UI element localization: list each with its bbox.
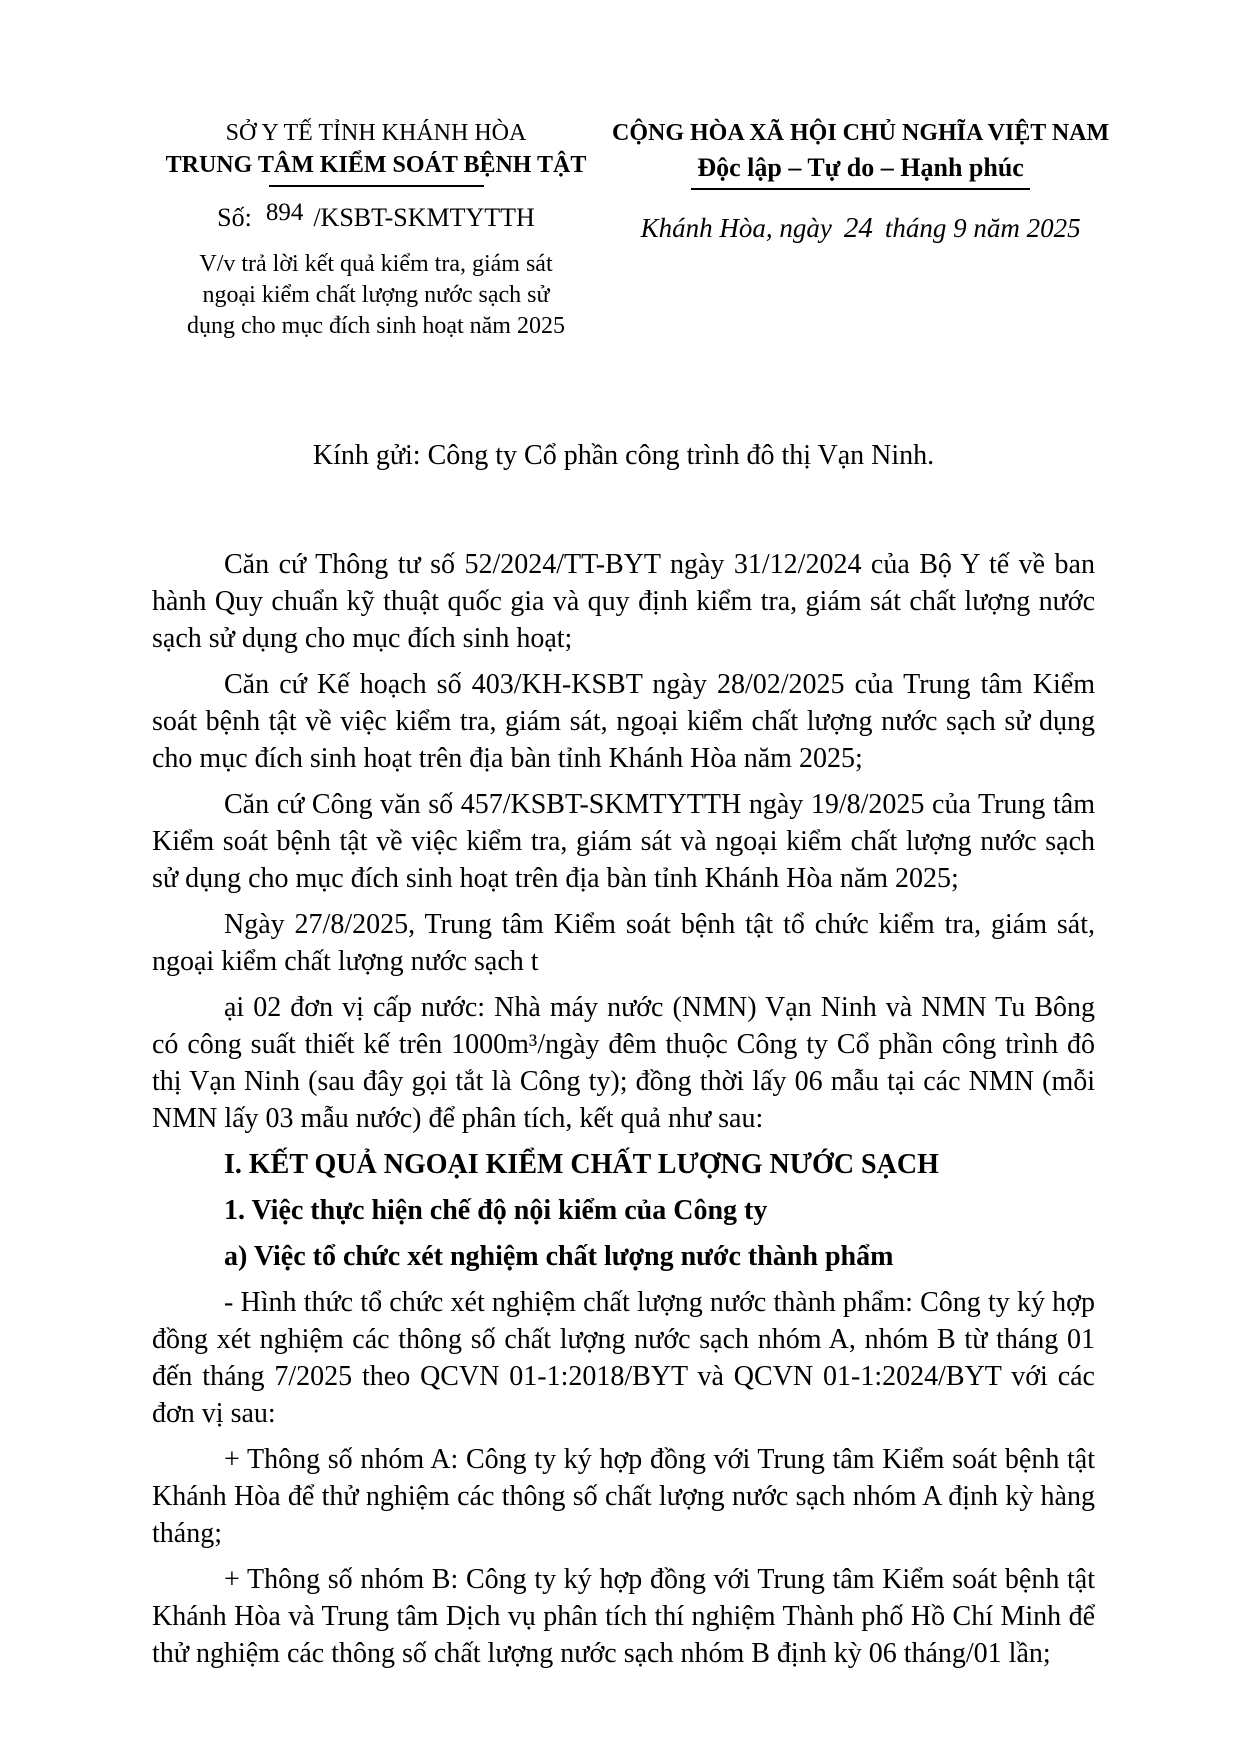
paragraph-can-cu-thong-tu: Căn cứ Thông tư số 52/2024/TT-BYT ngày 31/12/2024 của Bộ Y tế về ban hành Quy chuẩn kỹ thuật quốc gia và quy định kiểm tra, giám sát chất lượng nước sạch sử dụng cho mục đích sinh hoạt; [152,549,1095,654]
national-motto: Độc lập – Tự do – Hạnh phúc [691,152,1030,190]
paragraph-thong-so-nhom-b: + Thông số nhóm B: Công ty ký hợp đồng với Trung tâm Kiểm soát bệnh tật Khánh Hòa và Trung tâm Dịch vụ phân tích thí nghiệm Thành phố Hồ Chí Minh để thử nghiệm các thông số chất lượng nước sạch nhóm B định kỳ 06 tháng/01 lần; [152,1564,1095,1669]
doc-number-value: 894 [265,199,304,226]
document-header [152,118,1110,342]
paragraph-hinh-thuc-xet-nghiem: - Hình thức tổ chức xét nghiệm chất lượng nước thành phẩm: Công ty ký hợp đồng xét nghiệm các thông số chất lượng nước sạch nhóm A, nhóm B từ tháng 01 đến tháng 7/2025 theo QCVN 01-1:2018/BYT và QCVN 01-1:2024/BYT với các đơn vị sau: [152,1287,1095,1429]
national-header-block [600,118,1109,245]
national-motto-wrap [612,152,1109,190]
date-line [612,212,1109,245]
doc-subject-line: ngoại kiểm chất lượng nước sạch sử [202,282,550,308]
paragraph-thong-so-nhom-a: + Thông số nhóm A: Công ty ký hợp đồng với Trung tâm Kiểm soát bệnh tật Khánh Hòa để thử nghiệm các thông số chất lượng nước sạch nhóm A định kỳ hàng tháng; [152,1444,1095,1549]
salutation: Kính gửi: Công ty Cổ phần công trình đô thị Vạn Ninh. [312,440,935,471]
org-underline [269,185,484,187]
doc-subject-line: dụng cho mục đích sinh hoạt năm 2025 [187,313,565,339]
org-parent-name: SỞ Y TẾ TỈNH KHÁNH HÒA [225,120,527,146]
country-name: CỘNG HÒA XÃ HỘI CHỦ NGHĨA VIỆT NAM [612,120,1110,146]
issuing-org-block [152,118,600,342]
subsection-heading-noi-kiem: 1. Việc thực hiện chế độ nội kiểm của Công ty [224,1195,768,1226]
doc-number-suffix: /KSBT-SKMTYTTH [313,203,535,232]
date-day: 24 [843,212,873,244]
org-name: TRUNG TÂM KIỂM SOÁT BỆNH TẬT [165,152,587,178]
section-heading-ket-qua: I. KẾT QUẢ NGOẠI KIỂM CHẤT LƯỢNG NƯỚC SẠCH [224,1149,939,1180]
subsection-heading-xet-nghiem: a) Việc tổ chức xét nghiệm chất lượng nước thành phẩm [224,1241,894,1272]
paragraph-can-cu-cong-van: Căn cứ Công văn số 457/KSBT-SKMTYTTH ngày 19/8/2025 của Trung tâm Kiểm soát bệnh tật về việc kiểm tra, giám sát và ngoại kiểm chất lượng nước sạch sử dụng cho mục đích sinh hoạt trên địa bàn tỉnh Khánh Hòa năm 2025; [152,789,1095,894]
paragraph-can-cu-ke-hoach: Căn cứ Kế hoạch số 403/KH-KSBT ngày 28/02/2025 của Trung tâm Kiểm soát bệnh tật về việc kiểm tra, giám sát, ngoại kiểm chất lượng nước sạch sử dụng cho mục đích sinh hoạt trên địa bàn tỉnh Khánh Hòa năm 2025; [152,669,1095,774]
date-suffix: tháng 9 năm 2025 [884,213,1081,243]
doc-subject-line: V/v trả lời kết quả kiểm tra, giám sát [199,251,553,277]
doc-number-label: Số: [217,203,252,232]
paragraph-ngay-kiem-tra: Ngày 27/8/2025, Trung tâm Kiểm soát bệnh tật tổ chức kiểm tra, giám sát, ngoại kiểm chất lượng nước sạch t [152,909,1095,977]
doc-number-line [152,199,600,233]
date-prefix: Khánh Hòa, ngày [640,213,832,243]
paragraph-don-vi-cap-nuoc: ại 02 đơn vị cấp nước: Nhà máy nước (NMN) Vạn Ninh và NMN Tu Bông có công suất thiết kế trên 1000m³/ngày đêm thuộc Công ty Cổ phần công trình đô thị Vạn Ninh (sau đây gọi tắt là Công ty); đồng thời lấy 06 mẫu tại các NMN (mỗi NMN lấy 03 mẫu nước) để phân tích, kết quả như sau: [152,992,1095,1134]
document-body [152,546,1095,1672]
doc-subject [152,249,600,342]
